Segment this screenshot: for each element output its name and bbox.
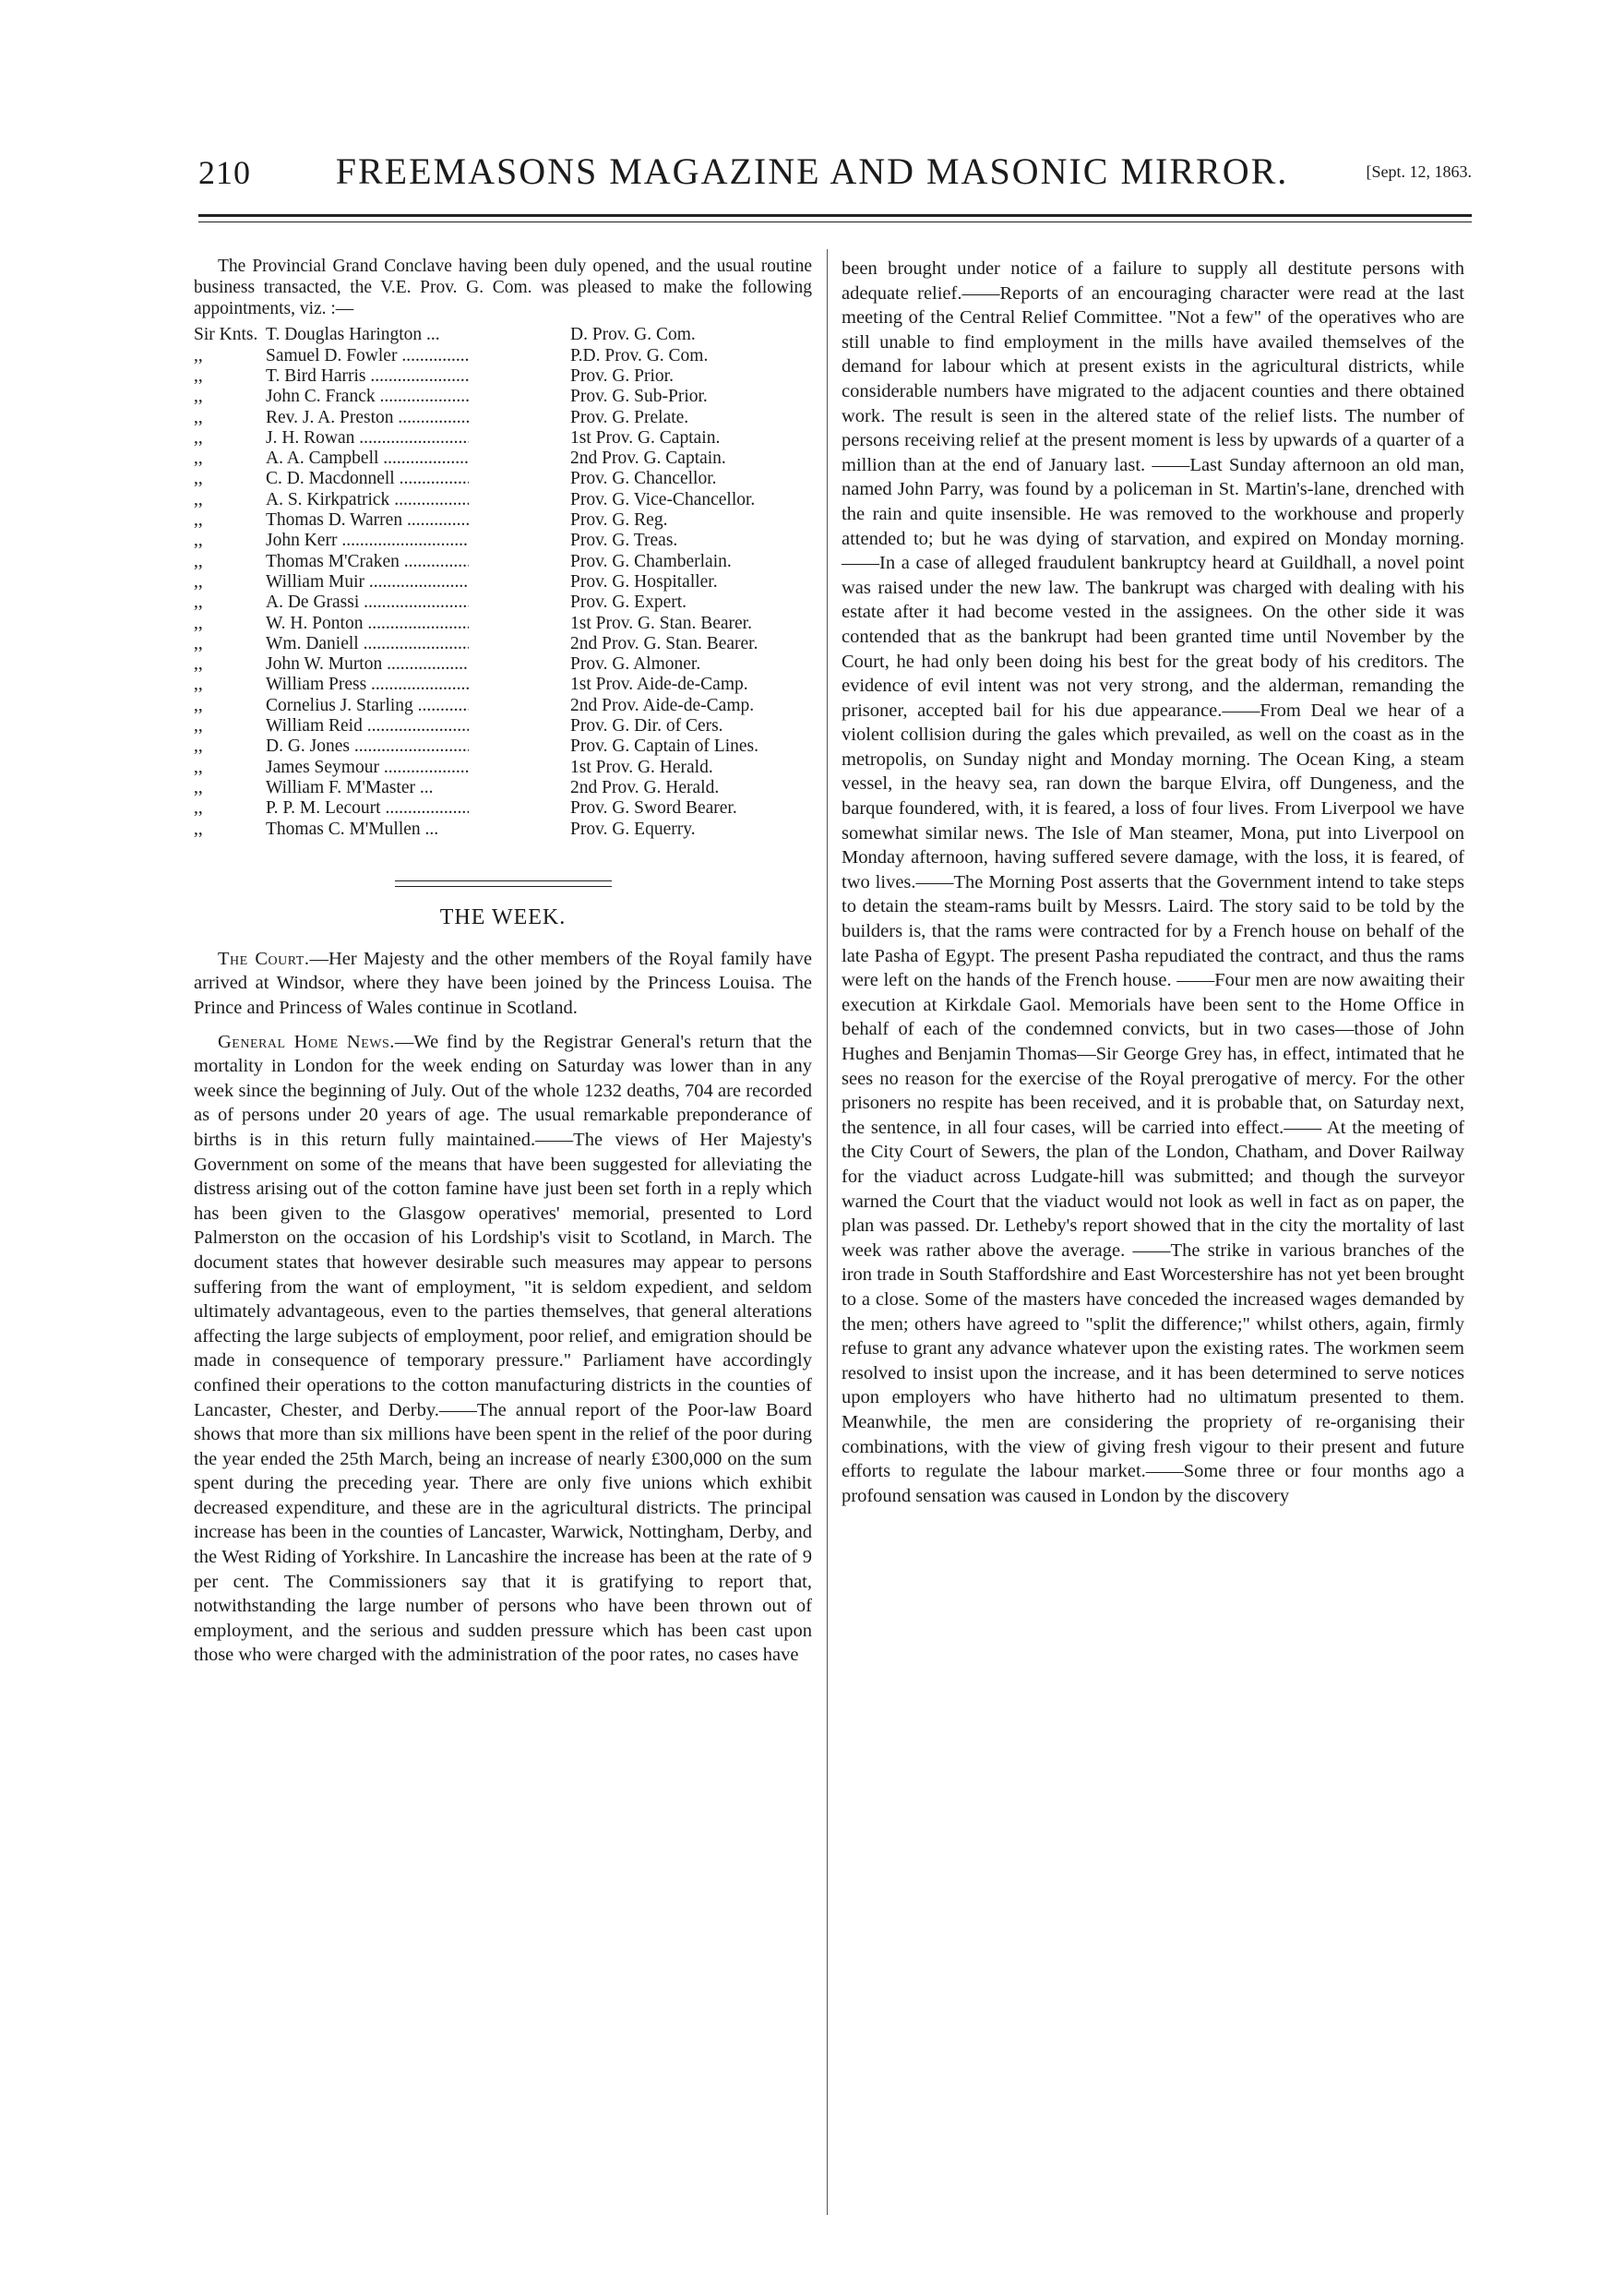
appointment-office: 2nd Prov. G. Captain. xyxy=(570,449,726,469)
court-text: —Her Majesty and the other members of the Royal family have arrived at Windsor, where they have been joined by the Princess Louisa. The Prince and Princess of Wales continue in Scotland. xyxy=(194,948,812,1018)
appointment-prefix: ,, xyxy=(194,716,203,736)
home-news-paragraph xyxy=(194,1030,812,1668)
appointment-row xyxy=(194,593,812,613)
appointment-row xyxy=(194,798,812,819)
appointment-prefix: ,, xyxy=(194,675,203,695)
appointment-office: Prov. G. Equerry. xyxy=(570,819,696,839)
appointment-office: Prov. G. Expert. xyxy=(570,593,687,613)
appointment-prefix: ,, xyxy=(194,613,203,633)
appointment-name: John W. Murton ..... xyxy=(266,654,469,675)
appointment-office: 1st Prov. G. Herald. xyxy=(570,757,713,777)
appointment-office: 2nd Prov. Aide-de-Camp. xyxy=(570,695,755,715)
appointment-prefix: ,, xyxy=(194,531,203,551)
appointment-name: T. Bird Harris ..... xyxy=(266,366,469,387)
appointment-prefix: ,, xyxy=(194,633,203,653)
appointment-row xyxy=(194,408,812,428)
appointment-name: John C. Franck ..... xyxy=(266,387,469,407)
court-lead: The Court. xyxy=(218,948,310,969)
appointment-prefix: ,, xyxy=(194,757,203,777)
appointment-prefix: ,, xyxy=(194,427,203,448)
appointment-prefix: ,, xyxy=(194,695,203,715)
header-rule-thick xyxy=(198,214,1472,217)
appointment-office: Prov. G. Almoner. xyxy=(570,654,701,675)
section-title: THE WEEK. xyxy=(439,904,567,929)
appointment-name: Thomas M'Craken ..... xyxy=(266,552,469,572)
appointment-prefix: ,, xyxy=(194,819,203,839)
conclave-intro: The Provincial Grand Conclave having been duly opened, and the usual routine business transacted, the V.E. Prov. G. Com. was pleased to make the following appointments, viz. :— xyxy=(194,257,812,318)
appointment-office: 1st Prov. G. Captain. xyxy=(570,427,721,448)
page-number: 210 xyxy=(198,154,251,191)
appointment-prefix: ,, xyxy=(194,736,203,757)
appointment-prefix: ,, xyxy=(194,777,203,797)
appointment-row xyxy=(194,716,812,736)
page-header xyxy=(198,148,1472,203)
appointment-office: Prov. G. Captain of Lines. xyxy=(570,736,758,757)
appointment-prefix: ,, xyxy=(194,593,203,613)
appointment-prefix: ,, xyxy=(194,571,203,592)
appointment-office: 2nd Prov. G. Herald. xyxy=(570,777,720,797)
appointment-office: Prov. G. Hospitaller. xyxy=(570,571,718,592)
appointment-row xyxy=(194,654,812,675)
appointment-name: D. G. Jones ..... xyxy=(266,736,469,757)
appointment-name: Thomas D. Warren ..... xyxy=(266,510,469,531)
appointment-office: Prov. G. Prelate. xyxy=(570,407,689,427)
appointment-prefix: ,, xyxy=(194,407,203,427)
appointment-row xyxy=(194,675,812,695)
appointment-name: John Kerr ..... xyxy=(266,531,469,551)
appointment-office: Prov. G. Treas. xyxy=(570,531,678,551)
appointment-prefix: ,, xyxy=(194,551,203,571)
appointment-row xyxy=(194,449,812,469)
left-column xyxy=(194,257,812,1668)
right-column-text: been brought under notice of a failure to supply all destitute persons with adequate relief.——Reports of an encouraging character were read at the last meeting of the Central Relief Committee. "Not a few" of the operatives who are still unable to find employment in the mills have availed themselves of the demand for labour which at present exists in the agricultural districts, while considerable numbers have migrated to the adjacent counties and there obtained work. The result is seen in the altered state of the relief lists. The number of persons receiving relief at the present moment is less by upwards of a quarter of a million than at the end of January last. ——Last Sunday afternoon an old man, named John Parry, was found by a policeman in St. Martin's-lane, drenched with the rain and quite insensible. He was removed to the workhouse and properly attended to; but he was dying of starvation, and expired on Monday morning.——In a case of alleged fraudulent bankruptcy heard at Guildhall, a novel point was raised under the new law. The bankrupt was charged with dealing with his estate after it had become vested in the assignees. On the other side it was contended that as the bankrupt had been granted time until November by the Court, he had only been doing his best for the great body of his creditors. The evidence of evil intent was not very strong, and the alderman, remanding the prisoner, accepted bail for his due appearance.——From Deal we hear of a violent collision during the gales which prevailed, as well on the coast as in the metropolis, on Sunday night and Monday morning. The Ocean King, a steam vessel, in the heavy sea, ran down the barque Elvira, off Dungeness, and the barque foundered, with, it is feared, a loss of four lives. From Liverpool we have somewhat similar news. The Isle of Man steamer, Mona, put into Liverpool on Monday afternoon, having suffered severe damage, with the loss, it is feared, of two lives.——The Morning Post asserts that the Government intend to take steps to detain the steam-rams built by Messrs. Laird. The story said to be told by the builders is, that the rams were contracted for by a French house on behalf of the late Pasha of Egypt. The present Pasha repudiated the contract, and thus the rams were left on the hands of the French house. ——Four men are now awaiting their execution at Kirkdale Gaol. Memorials have been sent to the Home Office in behalf of each of the condemned convicts, but in two cases—those of John Hughes and Benjamin Thomas—Sir George Grey has, in effect, intimated that he sees no reason for the exercise of the Royal prerogative of mercy. For the other prisoners no respite has been received, and it is probable that, on Saturday next, the sentence, in all four cases, will be carried into effect.—— At the meeting of the City Court of Sewers, the plan of the London, Chatham, and Dover Railway for the viaduct across Ludgate-hill was submitted; and though the surveyor warned the Court that the viaduct would not look as well in fact as on paper, the plan was passed. Dr. Letheby's report showed that in the city the mortality of last week was rather above the average. ——The strike in various branches of the iron trade in South Staffordshire and East Worcestershire has not yet been brought to a close. Some of the masters have conceded the increased wages demanded by the men; others have agreed to "split the difference;" whilst others, again, firmly refuse to grant any advance whatever upon the existing rates. The workmen seem resolved to insist upon the increase, and it has been determined to serve notices upon employers who have hitherto had no ultimatum presented to them. Meanwhile, the men are considering the propriety of re-organising their combinations, with the view of giving fresh vigour to their present and future efforts to regulate the labour market.——Some three or four months ago a profound sensation was caused in London by the discovery xyxy=(842,258,1464,1506)
appointment-row xyxy=(194,758,812,778)
appointment-prefix: ,, xyxy=(194,449,203,469)
issue-date: [Sept. 12, 1863. xyxy=(1366,162,1472,181)
appointment-office: 1st Prov. Aide-de-Camp. xyxy=(570,675,748,695)
appointment-row xyxy=(194,820,812,840)
appointment-row xyxy=(194,696,812,716)
appointment-prefix: ,, xyxy=(194,387,203,407)
appointment-name: C. D. Macdonnell ..... xyxy=(266,469,469,489)
appointment-name: William Reid ..... xyxy=(266,716,469,736)
appointment-name: A. De Grassi ..... xyxy=(266,593,469,613)
appointment-row xyxy=(194,366,812,387)
appointment-row xyxy=(194,387,812,407)
appointment-office: D. Prov. G. Com. xyxy=(570,325,696,345)
appointment-office: Prov. G. Dir. of Cers. xyxy=(570,716,723,736)
appointment-row xyxy=(194,428,812,449)
appointment-row xyxy=(194,325,812,345)
appointment-office: Prov. G. Sword Bearer. xyxy=(570,798,737,819)
appointment-row xyxy=(194,614,812,634)
appointment-name: Cornelius J. Starling ..... xyxy=(266,696,469,716)
appointment-office: Prov. G. Vice-Chancellor. xyxy=(570,489,756,509)
appointment-name: T. Douglas Harington ... xyxy=(266,325,440,345)
appointment-prefix: Sir Knts. xyxy=(194,325,258,345)
appointment-prefix: ,, xyxy=(194,489,203,509)
appointment-name: A. A. Campbell ..... xyxy=(266,449,469,469)
appointment-name: Rev. J. A. Preston ..... xyxy=(266,408,469,428)
appointment-office: P.D. Prov. G. Com. xyxy=(570,345,709,365)
appointment-prefix: ,, xyxy=(194,469,203,489)
appointment-row xyxy=(194,778,812,798)
appointment-row xyxy=(194,736,812,757)
appointment-name: Samuel D. Fowler ..... xyxy=(266,346,469,366)
appointment-name: William F. M'Master ... xyxy=(266,777,434,797)
appointments-list xyxy=(194,325,812,839)
appointment-row xyxy=(194,346,812,366)
appointment-office: Prov. G. Chamberlain. xyxy=(570,551,732,571)
appointment-name: William Muir ..... xyxy=(266,572,469,593)
appointment-name: A. S. Kirkpatrick ..... xyxy=(266,490,469,510)
appointment-row xyxy=(194,531,812,551)
appointment-prefix: ,, xyxy=(194,798,203,819)
appointment-name: J. H. Rowan ..... xyxy=(266,428,469,449)
home-news-lead: General Home News. xyxy=(218,1031,395,1052)
court-paragraph xyxy=(194,947,812,1021)
appointment-name: James Seymour ..... xyxy=(266,758,469,778)
appointment-office: 1st Prov. G. Stan. Bearer. xyxy=(570,613,752,633)
appointment-name: Thomas C. M'Mullen ... xyxy=(266,819,439,839)
home-news-text: —We find by the Registrar General's return that the mortality in London for the week ending on Saturday was lower than in any week since the beginning of July. Out of the whole 1232 deaths, 704 are recorded as of persons under 20 years of age. The usual remarkable preponderance of births is in this return fully maintained.——The views of Her Majesty's Government on some of the means that have been suggested for alleviating the distress arising out of the cotton famine have just been set forth in a reply which has been given to the Glasgow operatives' memorial, presented to Lord Palmerston on the occasion of his Lordship's visit to Scotland, in March. The document states that however desirable such measures may appear to persons suffering from the want of employment, "it is seldom expedient, and seldom ultimately advantageous, even to the parties themselves, that general alterations affecting the large subjects of employment, poor relief, and emigration should be made in consequence of temporary pressure." Parliament have accordingly confined their operations to the cotton manufacturing districts in the counties of Lancaster, Chester, and Derby.——The annual report of the Poor-law Board shows that more than six millions have been spent in the relief of the poor during the year ended the 25th March, being an increase of nearly £300,000 on the sum spent during the preceding year. There are only five unions which exhibit decreased expenditure, and these are in the agricultural districts. The principal increase has been in the counties of Lancaster, Warwick, Nottingham, Derby, and the West Riding of Yorkshire. In Lancashire the increase has been at the rate of 9 per cent. The Commissioners say that it is gratifying to report that, notwithstanding the large number of persons who have been thrown out of employment, and the serious and sudden pressure which has been cast upon those who were charged with the administration of the poor rates, no cases have xyxy=(194,1031,812,1666)
appointment-name: P. P. M. Lecourt ..... xyxy=(266,798,469,819)
appointment-row xyxy=(194,552,812,572)
appointment-row xyxy=(194,634,812,654)
appointment-prefix: ,, xyxy=(194,654,203,675)
appointment-name: W. H. Ponton ..... xyxy=(266,614,469,634)
appointment-name: William Press ..... xyxy=(266,675,469,695)
appointment-office: Prov. G. Sub-Prior. xyxy=(570,387,708,407)
appointment-row xyxy=(194,572,812,593)
section-separator xyxy=(395,880,612,887)
appointment-office: Prov. G. Chancellor. xyxy=(570,469,717,489)
paragraph-gap xyxy=(194,1021,812,1030)
appointment-office: Prov. G. Reg. xyxy=(570,510,668,531)
appointment-prefix: ,, xyxy=(194,365,203,386)
appointment-prefix: ,, xyxy=(194,510,203,531)
appointment-office: Prov. G. Prior. xyxy=(570,365,674,386)
appointment-name: Wm. Daniell ..... xyxy=(266,634,469,654)
appointment-prefix: ,, xyxy=(194,345,203,365)
masthead-title: FREEMASONS MAGAZINE AND MASONIC MIRROR. xyxy=(335,150,1289,192)
appointment-row xyxy=(194,510,812,531)
appointment-row xyxy=(194,490,812,510)
right-column xyxy=(842,257,1464,1508)
appointment-office: 2nd Prov. G. Stan. Bearer. xyxy=(570,633,758,653)
appointment-row xyxy=(194,469,812,489)
column-divider xyxy=(827,249,828,2215)
